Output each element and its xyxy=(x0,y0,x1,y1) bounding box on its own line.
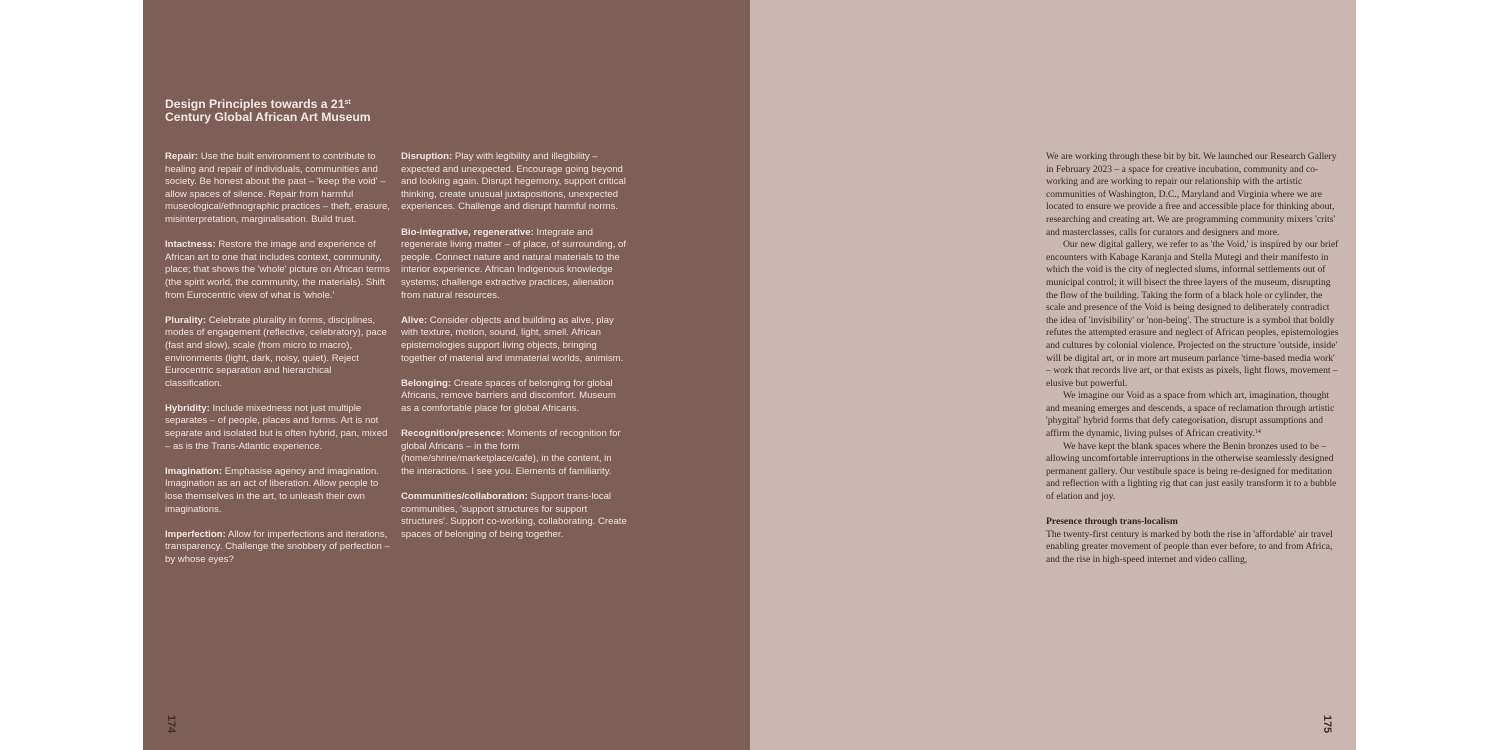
principle-text: Play with legibility and illegibility – expected and unexpected. Encourage going beyond and looking again. Disrupt hegemony, support critical thinking, create unusual juxtapositions, unexpected experiences. Challenge and disrupt harmful norms. xyxy=(401,151,626,213)
principle-text: Moments of recognition for global Africans – in the form (home/shrine/marketplace/cafe), in the content, in the interactions. I see you. Elements of familiarity. xyxy=(401,428,621,477)
page-number-right: 175 xyxy=(1320,714,1333,734)
principle-item xyxy=(401,151,627,214)
principle-text: Emphasise agency and imagination. Imagination as an act of liberation. Allow people to lose themselves in the art, to unleash their own imaginations. xyxy=(165,465,379,515)
principle-text: Restore the image and experience of African art to one that includes context, community, place; that shows the 'whole' picture on African terms (the spirit world, the community, the materials). Shift from Eurocentric view of what is 'whole.' xyxy=(165,239,390,301)
principle-term: Imperfection: xyxy=(165,528,226,540)
principle-item xyxy=(401,491,627,541)
principle-item xyxy=(401,315,627,365)
page-title xyxy=(165,98,405,124)
principle-term: Recognition/presence: xyxy=(401,428,505,440)
book-spread xyxy=(143,0,1356,750)
paragraph: We are working through these bit by bit. We launched our Research Gallery in February 2023 – a space for creative incubation, community and co-working and are working to repair our relationship with the artistic communities of Washington, D.C., Maryland and Virginia where we are located to ensure we provide a free and accessible place for thinking about, researching and creating art. We are programming community mixers 'crits' and masterclasses, calls for curators and designers and more. xyxy=(1046,151,1337,238)
principles-column-b xyxy=(401,151,627,554)
principle-text: Include mixedness not just multiple separates – of people, places and forms. Art is not separate and isolated but is often hybrid, pan, mixed – as is the Trans-Atlantic experience. xyxy=(165,402,388,452)
section-subheading: Presence through trans-localism xyxy=(1046,516,1178,528)
principle-term: Disruption: xyxy=(401,151,453,162)
principle-text: Celebrate plurality in forms, disciplines, modes of engagement (reflective, celebratory), pace (fast and slow), scale (from micro to macro), environments (light, dark, noisy, quiet). Reject Eurocentric separation and hierarchical classification. xyxy=(165,314,387,389)
principle-item xyxy=(401,227,627,303)
principle-item xyxy=(165,529,391,567)
principle-term: Plurality: xyxy=(165,314,207,326)
paragraph-text: We imagine our Void as a space from which art, imagination, thought and meaning emerges and descends, a space of reclamation through artistic 'phygital' hybrid forms that defy categorisation, disrupt assumptions and affirm the dynamic, living pulses of African creativity. xyxy=(1046,390,1335,440)
title-line-2: Century Global African Art Museum xyxy=(165,110,371,124)
principle-item xyxy=(165,315,391,391)
title-superscript: st xyxy=(344,99,351,106)
principle-term: Communities/collaboration: xyxy=(401,491,528,503)
right-page xyxy=(750,0,1356,750)
principle-term: Repair: xyxy=(165,151,199,162)
principle-term: Belonging: xyxy=(401,377,452,389)
principle-item xyxy=(401,428,627,478)
principle-term: Alive: xyxy=(401,314,428,326)
principle-item xyxy=(165,151,391,227)
principle-text: Integrate and regenerate living matter – of place, of surrounding, of people. Connect nature and natural materials to the interior experience. African Indigenous knowledge systems; challenge extractive practices, alienation from natural resources. xyxy=(401,226,627,301)
principle-item xyxy=(165,239,391,302)
principles-column-a xyxy=(165,151,391,579)
principle-term: Imagination: xyxy=(165,465,223,477)
principle-term: Hybridity: xyxy=(165,402,210,414)
principle-text: Create spaces of belonging for global Africans, remove barriers and discomfort. Museum as a comfortable place for global Africans. xyxy=(401,377,616,414)
paragraph xyxy=(1046,390,1340,440)
principle-text: Consider objects and building as alive, play with texture, motion, sound, light, smell. African epistemologies support living objects, bringing together of material and immaterial worlds, animism. xyxy=(401,314,624,364)
principle-term: Bio-integrative, regenerative: xyxy=(401,226,534,238)
title-line-1: Design Principles towards a 21 xyxy=(165,97,345,111)
principle-term: Intactness: xyxy=(165,239,216,251)
footnote-ref: 14 xyxy=(1254,429,1261,436)
body-text xyxy=(1046,151,1340,567)
paragraph: Our new digital gallery, we refer to as 'the Void,' is inspired by our brief encounters with Kabage Karanja and Stella Mutegi and their manifesto in which the void is the city of neglected slums, informal settlements out of municipal control; it will bisect the three layers of the museum, disrupting the flow of the building. Taking the form of a black hole or cylinder, the scale and presence of the Void is being designed to deliberately contradict the idea of 'invisibility' or 'non-being'. The structure is a symbol that boldly refutes the attempted erasure and neglect of African peoples, epistemologies and cultures by colonial violence. Projected on the structure 'outside, inside' will be digital art, or in more art museum parlance 'time-based media work' – work that records live art, or that exists as pixels, light flows, movement – elusive but powerful. xyxy=(1046,239,1339,389)
page-number-left: 174 xyxy=(165,714,178,734)
paragraph: We have kept the blank spaces where the Benin bronzes used to be – allowing uncomfortable interruptions in the otherwise seamlessly designed permanent gallery. Our vestibule space is being re-designed for meditation and reflection with a lighting rig that can just easily transform it to a bubble of elation and joy. xyxy=(1046,440,1337,503)
principle-item xyxy=(401,378,627,416)
principle-text: Allow for imperfections and iterations, transparency. Challenge the snobbery of perfection – by whose eyes? xyxy=(165,528,390,565)
left-page xyxy=(143,0,750,750)
principle-item xyxy=(165,403,391,453)
principle-text: Support trans-local communities, 'support structures for support structures'. Support co-working, collaborating. Create spaces of belonging of being together. xyxy=(401,491,627,540)
paragraph: The twenty-first century is marked by both the rise in 'affordable' air travel enabling greater movement of people than ever before, to and from Africa, and the rise in high-speed internet and video calling, xyxy=(1046,528,1333,565)
principle-item xyxy=(165,466,391,516)
principle-text: Use the built environment to contribute to healing and repair of individuals, communities and society. Be honest about the past – 'keep the void' – allow spaces of silence. Repair from harmful museological/ethnographic practices – theft, erasure, misinterpretation, marginalisation. Build trust. xyxy=(165,151,391,225)
